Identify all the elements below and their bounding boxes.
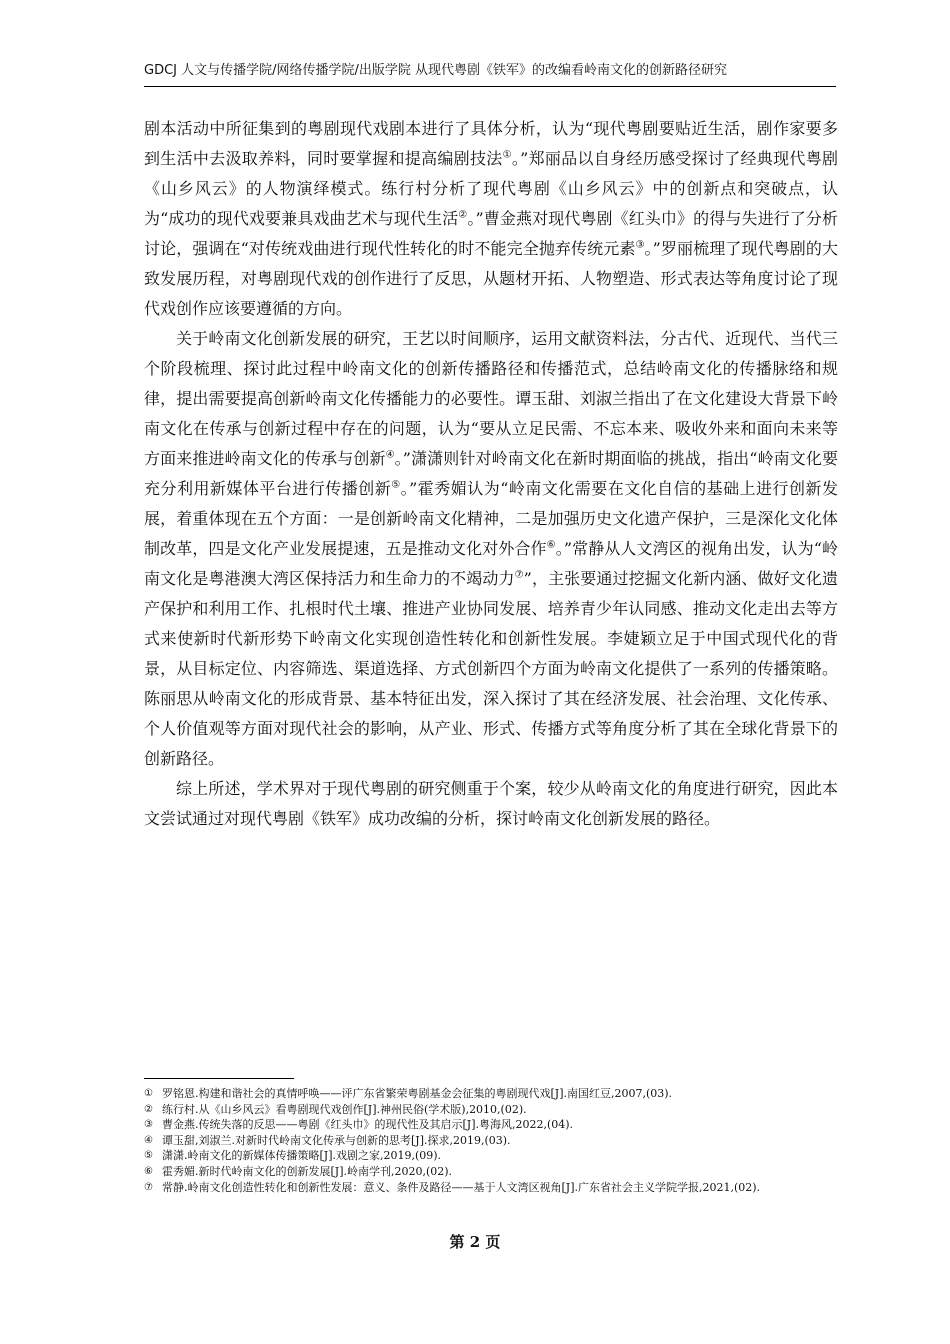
page-number: 第 2 页	[449, 1233, 501, 1251]
footnote-item	[144, 1180, 838, 1196]
footnote-text: 曹金燕.传统失落的反思——粤剧《红头巾》的现代性及其启示[J].粤海风,2022,(04).	[162, 1118, 574, 1132]
footnote-ref-7[interactable]: ⑦	[514, 569, 524, 581]
footnote-text: 练行村.从《山乡风云》看粤剧现代戏创作[J].神州民俗(学术版),2010,(02).	[162, 1102, 527, 1116]
footnote-item	[144, 1133, 838, 1149]
footnote-text: 罗铭恩.构建和谐社会的真情呼唤——评广东省繁荣粤剧基金会征集的粤剧现代戏[J].南国红豆,2007,(03).	[162, 1087, 673, 1100]
text-run: 剧本活动中所征集到的粤剧现代戏剧本进行了具体分析，认为“现代粤剧要贴近生活，剧作家要多到生活中去汲取养料，同时要掌握和提高编剧技法	[144, 119, 838, 168]
text-run: 。”郑丽品以自身经历感受探讨了经典现代粤剧《山乡风云》的人物演绎模式。练行村分析了现代粤剧《山乡风云》中的创新点和突破点，认为“成功的现代戏要兼具戏曲艺术与现代生活	[144, 149, 838, 228]
footnote-ref-5[interactable]: ⑤	[391, 479, 401, 491]
footnote-item	[144, 1148, 838, 1164]
footnote-item	[144, 1164, 838, 1180]
footnote-item	[144, 1102, 838, 1118]
running-header: GDCJ 人文与传播学院/网络传播学院/出版学院 从现代粤剧《铁军》的改编看岭南文化的创新路径研究	[144, 62, 836, 87]
text-run: ”，主张要通过挖掘文化新内涵、做好文化遗产保护和利用工作、扎根时代土壤、推进产业协同发展、培养青少年认同感、推动文化走出去等方式来使新时代新形势下岭南文化实现创造性转化和创新性发展。李婕颖立足于中国式现代化的背景，从目标定位、内容筛选、渠道选择、方式创新四个方面为岭南文化提供了一系列的传播策略。陈丽思从岭南文化的形成背景、基本特征出发，深入探讨了其在经济发展、社会治理、文化传承、个人价值观等方面对现代社会的影响，从产业、形式、传播方式等角度分析了其在全球化背景下的创新路径。	[144, 569, 838, 768]
footnote-ref-6[interactable]: ⑥	[546, 539, 556, 551]
footnote-mark: ③	[144, 1119, 153, 1131]
text-run: 。”霍秀媚认为“岭南文化需要在文化自信的基础上进行创新发展，着重体现在五个方面：一是创新岭南文化精神，二是加强历史文化遗产保护，三是深化文化体制改革，四是文化产业发展提速，五是推动文化对外合作	[144, 479, 838, 558]
footnote-text: 霍秀媚.新时代岭南文化的创新发展[J].岭南学刊,2020,(02).	[162, 1164, 453, 1178]
footnote-mark: ①	[144, 1088, 153, 1099]
text-run: 。”常静从人文湾区的视角出发，认为“岭南文化是粤港澳大湾区保持活力和生命力的不竭动力	[144, 539, 838, 588]
text-run: 关于岭南文化创新发展的研究，王艺以时间顺序，运用文献资料法，分古代、近现代、当代三个阶段梳理、探讨此过程中岭南文化的创新传播路径和传播范式，总结岭南文化的传播脉络和规律，提出需要提高创新岭南文化传播能力的必要性。谭玉甜、刘淑兰指出了在文化建设大背景下岭南文化在传承与创新过程中存在的问题，认为“要从立足民需、不忘本来、吸收外来和面向未来等方面来推进岭南文化的传承与创新	[144, 329, 838, 468]
footnote-ref-2[interactable]: ②	[458, 209, 468, 221]
footnote-separator	[144, 1078, 294, 1079]
footnote-text: 常静.岭南文化创造性转化和创新性发展：意义、条件及路径——基于人文湾区视角[J].广东省社会主义学院学报,2021,(02).	[162, 1180, 761, 1194]
main-body	[144, 114, 838, 834]
paragraph-1	[144, 114, 838, 324]
footnote-ref-4[interactable]: ④	[385, 449, 395, 461]
paragraph-3: 综上所述，学术界对于现代粤剧的研究侧重于个案，较少从岭南文化的角度进行研究，因此本文尝试通过对现代粤剧《铁军》成功改编的分析，探讨岭南文化创新发展的路径。	[144, 779, 838, 828]
footnote-mark: ②	[144, 1103, 153, 1115]
footnote-item	[144, 1086, 838, 1102]
footnote-ref-3[interactable]: ③	[635, 239, 645, 251]
footnote-mark: ④	[144, 1134, 153, 1146]
text-run: 。”潇潇则针对岭南文化在新时期面临的挑战，指出“岭南文化要充分利用新媒体平台进行传播创新	[144, 449, 838, 498]
footnote-text: 谭玉甜,刘淑兰.对新时代岭南文化传承与创新的思考[J].探求,2019,(03).	[162, 1133, 511, 1147]
footnotes	[144, 1086, 838, 1195]
text-run: 。”曹金燕对现代粤剧《红头巾》的得与失进行了分析讨论，强调在“对传统戏曲进行现代性转化的时不能完全抛弃传统元素	[144, 209, 838, 258]
footnote-item	[144, 1117, 838, 1133]
footnote-ref-1[interactable]: ①	[502, 149, 512, 161]
footnote-mark: ⑥	[144, 1165, 153, 1177]
footnote-mark: ⑦	[144, 1181, 153, 1193]
text-run: 。”罗丽梳理了现代粤剧的大致发展历程，对粤剧现代戏的创作进行了反思，从题材开拓、人物塑造、形式表达等角度讨论了现代戏创作应该要遵循的方向。	[144, 239, 838, 318]
footnote-mark: ⑤	[144, 1150, 153, 1162]
paragraph-2	[144, 324, 838, 774]
footnote-text: 潇潇.岭南文化的新媒体传播策略[J].戏剧之家,2019,(09).	[162, 1149, 442, 1163]
